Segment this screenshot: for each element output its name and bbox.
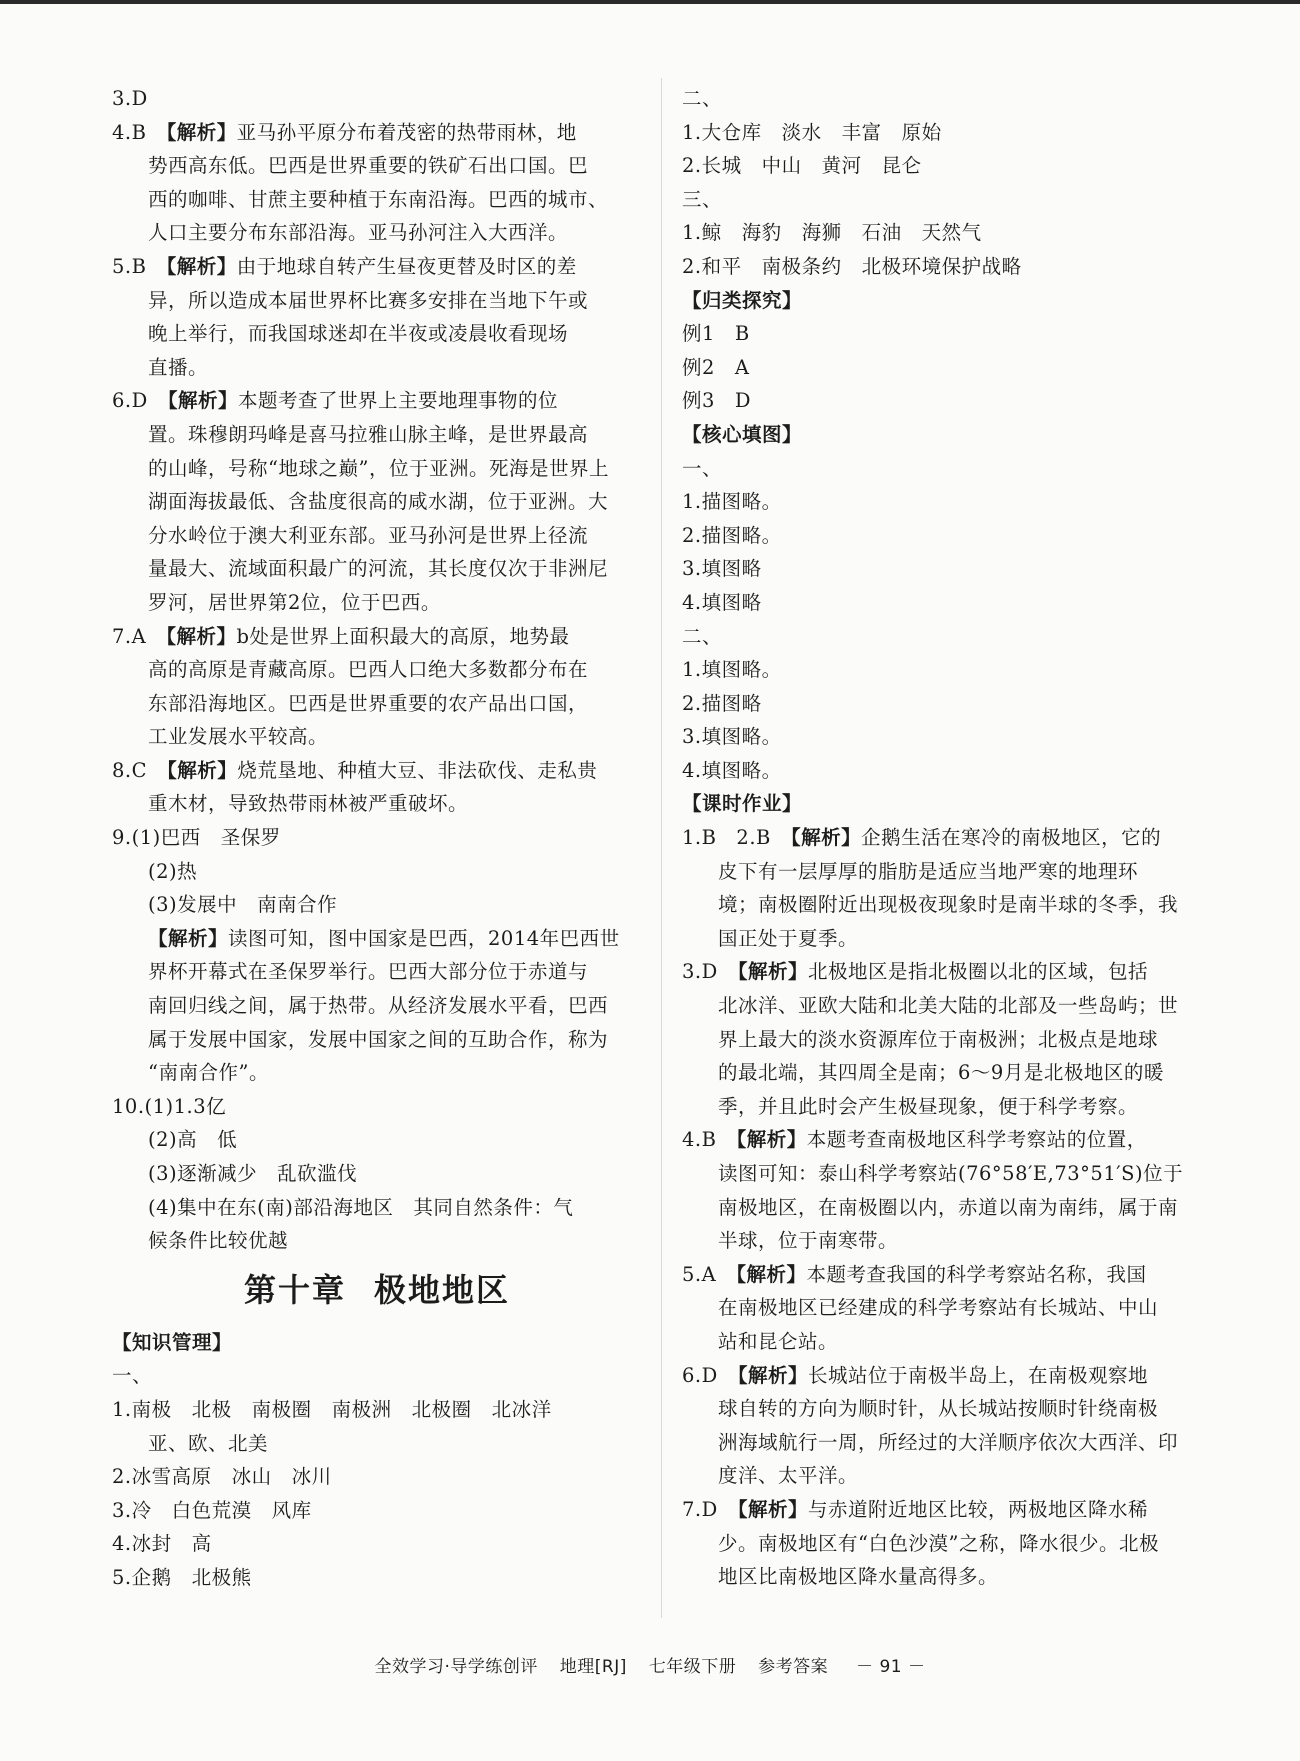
answer-line: 2.描图略。 [682, 523, 782, 547]
answer-line: 1.大仓库 淡水 丰富 原始 [682, 120, 942, 144]
answer-line: 湖面海拔最低、含盐度很高的咸水湖，位于亚洲。大 [148, 490, 609, 514]
answer-line: 地区比南极地区降水量高得多。 [718, 1565, 999, 1589]
analysis-tag: 【解析】 [737, 1363, 809, 1387]
answer-line: 4.B 【解析】本题考查南极地区科学考察站的位置， [682, 1128, 1147, 1152]
footer-section: 参考答案 [758, 1657, 829, 1677]
answer-line: 洲海域航行一周，所经过的大洋顺序依次大西洋、印 [718, 1430, 1179, 1454]
answer-line: 界杯开幕式在圣保罗举行。巴西大部分位于赤道与 [148, 960, 589, 984]
analysis-tag: 【解析】 [790, 826, 862, 850]
answer-line: (4)集中在东(南)部沿海地区 其同自然条件：气 [148, 1195, 574, 1219]
answer-line: 8.C 【解析】烧荒垦地、种植大豆、非法砍伐、走私贵 [112, 758, 598, 782]
answer-line: 置。珠穆朗玛峰是喜马拉雅山脉主峰，是世界最高 [148, 422, 589, 446]
answer-line: 站和昆仑站。 [718, 1329, 839, 1353]
answer-line: 异，所以造成本届世界杯比赛多安排在当地下午或 [148, 288, 589, 312]
answer-line: 高的高原是青藏高原。巴西人口绝大多数都分布在 [148, 658, 589, 682]
section-heading: 【核心填图】 [682, 422, 803, 446]
answer-line: 境；南极圈附近出现极夜现象时是南半球的冬季，我 [718, 893, 1179, 917]
part-label: 一、 [682, 456, 723, 480]
answer-line: 国正处于夏季。 [718, 926, 859, 950]
answer-line: 晚上举行，而我国球迷却在半夜或凌晨收看现场 [148, 322, 569, 346]
answer-line: 的最北端，其四周全是南；6～9月是北极地区的暖 [718, 1061, 1164, 1085]
left-column [112, 82, 642, 1595]
answer-line: 6.D 【解析】本题考查了世界上主要地理事物的位 [112, 389, 559, 413]
answer-line: 3.D [112, 87, 148, 110]
section-heading: 【归类探究】 [682, 288, 803, 312]
part-label: 二、 [682, 624, 723, 648]
section-heading: 【课时作业】 [682, 792, 803, 816]
answer-line: 1.B 2.B 【解析】企鹅生活在寒冷的南极地区，它的 [682, 826, 1162, 850]
analysis-tag: 【解析】 [736, 1262, 807, 1286]
answer-line: 2.描图略 [682, 691, 762, 715]
answer-line: 6.D 【解析】长城站位于南极半岛上，在南极观察地 [682, 1363, 1149, 1387]
answer-line: 重木材，导致热带雨林被严重破坏。 [148, 792, 469, 816]
page-number: － 91 － [856, 1657, 926, 1677]
answer-line: 例3 D [682, 389, 752, 413]
answer-line: 候条件比较优越 [148, 1229, 289, 1253]
answer-line: 北冰洋、亚欧大陆和北美大陆的北部及一些岛屿；世 [718, 994, 1179, 1018]
answer-line: 分水岭位于澳大利亚东部。亚马孙河是世界上径流 [148, 523, 589, 547]
footer-subject: 地理[RJ] [559, 1657, 627, 1677]
answer-line: (2)高 低 [148, 1128, 238, 1152]
answer-line: 【解析】读图可知，图中国家是巴西，2014年巴西世 [148, 926, 620, 950]
analysis-tag: 【解析】 [736, 1128, 807, 1152]
answer-line: 2.冰雪高原 冰山 冰川 [112, 1465, 332, 1489]
top-border [0, 0, 1300, 4]
answer-line: 7.A 【解析】b处是世界上面积最大的高原，地势最 [112, 624, 570, 648]
answer-line: (2)热 [148, 859, 198, 883]
answer-line: (3)逐渐减少 乱砍滥伐 [148, 1162, 358, 1185]
answer-line: 属于发展中国家，发展中国家之间的互助合作，称为 [148, 1027, 609, 1051]
answer-line: (3)发展中 南南合作 [148, 893, 338, 917]
answer-line: 亚、欧、北美 [148, 1431, 269, 1455]
answer-line: 势西高东低。巴西是世界重要的铁矿石出口国。巴 [148, 154, 589, 178]
answer-line: 季，并且此时会产生极昼现象，便于科学考察。 [718, 1094, 1139, 1118]
answer-line: 工业发展水平较高。 [148, 725, 329, 749]
answer-line: 在南极地区已经建成的科学考察站有长城站、中山 [718, 1296, 1159, 1320]
answer-line: 例1 B [682, 322, 750, 346]
answer-line: 半球，位于南寒带。 [718, 1229, 899, 1253]
answer-line: 4.填图略 [682, 590, 762, 614]
answer-line: 9.(1)巴西 圣保罗 [112, 826, 281, 850]
column-divider [661, 78, 662, 1618]
analysis-tag: 【解析】 [737, 1497, 809, 1521]
answer-line: 东部沿海地区。巴西是世界重要的农产品出口国， [148, 691, 589, 715]
answer-line: 5.企鹅 北极熊 [112, 1565, 252, 1589]
analysis-tag: 【解析】 [166, 254, 237, 278]
answer-line: 界上最大的淡水资源库位于南极洲；北极点是地球 [718, 1027, 1159, 1051]
answer-line: 量最大、流域面积最广的河流，其长度仅次于非洲尼 [148, 557, 609, 581]
analysis-tag: 【解析】 [166, 120, 237, 144]
answer-line: 球自转的方向为顺时针，从长城站按顺时针绕南极 [718, 1397, 1159, 1421]
answer-line: 1.描图略。 [682, 490, 782, 514]
answer-line: 4.冰封 高 [112, 1532, 212, 1556]
right-column [682, 82, 1210, 1594]
footer-grade: 七年级下册 [648, 1657, 737, 1677]
answer-line: 3.填图略 [682, 557, 762, 581]
chapter-number: 第十章 [243, 1270, 346, 1309]
answer-line: 罗河，居世界第2位，位于巴西。 [148, 590, 441, 614]
answer-line: 5.A 【解析】本题考查我国的科学考察站名称，我国 [682, 1262, 1147, 1286]
answer-line: 南回归线之间，属于热带。从经济发展水平看，巴西 [148, 994, 609, 1018]
chapter-name: 极地地区 [374, 1270, 511, 1309]
chapter-title [112, 1264, 642, 1316]
answer-line: 直播。 [148, 355, 209, 379]
answer-line: 皮下有一层厚厚的脂肪是适应当地严寒的地理环 [718, 859, 1139, 883]
section-heading: 【知识管理】 [112, 1330, 233, 1354]
answer-line: “南南合作”。 [148, 1061, 269, 1085]
answer-line: 少。南极地区有“白色沙漠”之称，降水很少。北极 [718, 1531, 1159, 1555]
answer-line: 读图可知：泰山科学考察站(76°58′E,73°51′S)位于 [718, 1162, 1184, 1185]
analysis-tag: 【解析】 [166, 624, 237, 648]
answer-line: 10.(1)1.3亿 [112, 1094, 227, 1118]
answer-line: 4.填图略。 [682, 758, 782, 782]
answer-line: 1.南极 北极 南极圈 南极洲 北极圈 北冰洋 [112, 1397, 552, 1421]
answer-line: 的山峰，号称“地球之巅”，位于亚洲。死海是世界上 [148, 456, 609, 480]
answer-line: 1.鲸 海豹 海狮 石油 天然气 [682, 221, 982, 245]
analysis-tag: 【解析】 [167, 758, 238, 782]
part-label: 一、 [112, 1364, 153, 1388]
answer-line: 例2 A [682, 355, 750, 379]
answer-line: 7.D 【解析】与赤道附近地区比较，两极地区降水稀 [682, 1497, 1149, 1521]
answer-line: 1.填图略。 [682, 658, 782, 682]
answer-line: 4.B 【解析】亚马孙平原分布着茂密的热带雨林，地 [112, 120, 577, 144]
answer-line: 3.D 【解析】北极地区是指北极圈以北的区域，包括 [682, 960, 1149, 984]
analysis-tag: 【解析】 [148, 926, 229, 950]
analysis-tag: 【解析】 [167, 389, 239, 413]
part-label: 三、 [682, 187, 723, 211]
page-footer [0, 1652, 1300, 1677]
answer-line: 3.填图略。 [682, 725, 782, 749]
answer-line: 南极地区，在南极圈以内，赤道以南为南纬，属于南 [718, 1195, 1179, 1219]
answer-line: 西的咖啡、甘蔗主要种植于东南沿海。巴西的城市、 [148, 187, 609, 211]
answer-line: 人口主要分布东部沿海。亚马孙河注入大西洋。 [148, 221, 569, 245]
part-label: 二、 [682, 87, 723, 110]
answer-line: 度洋、太平洋。 [718, 1464, 859, 1488]
analysis-tag: 【解析】 [737, 960, 809, 984]
answer-line: 2.和平 南极条约 北极环境保护战略 [682, 254, 1022, 278]
answer-line: 5.B 【解析】由于地球自转产生昼夜更替及时区的差 [112, 254, 577, 278]
answer-line: 2.长城 中山 黄河 昆仑 [682, 154, 922, 178]
footer-series: 全效学习·导学练创评 [374, 1657, 538, 1677]
answer-line: 3.冷 白色荒漠 风库 [112, 1498, 312, 1522]
